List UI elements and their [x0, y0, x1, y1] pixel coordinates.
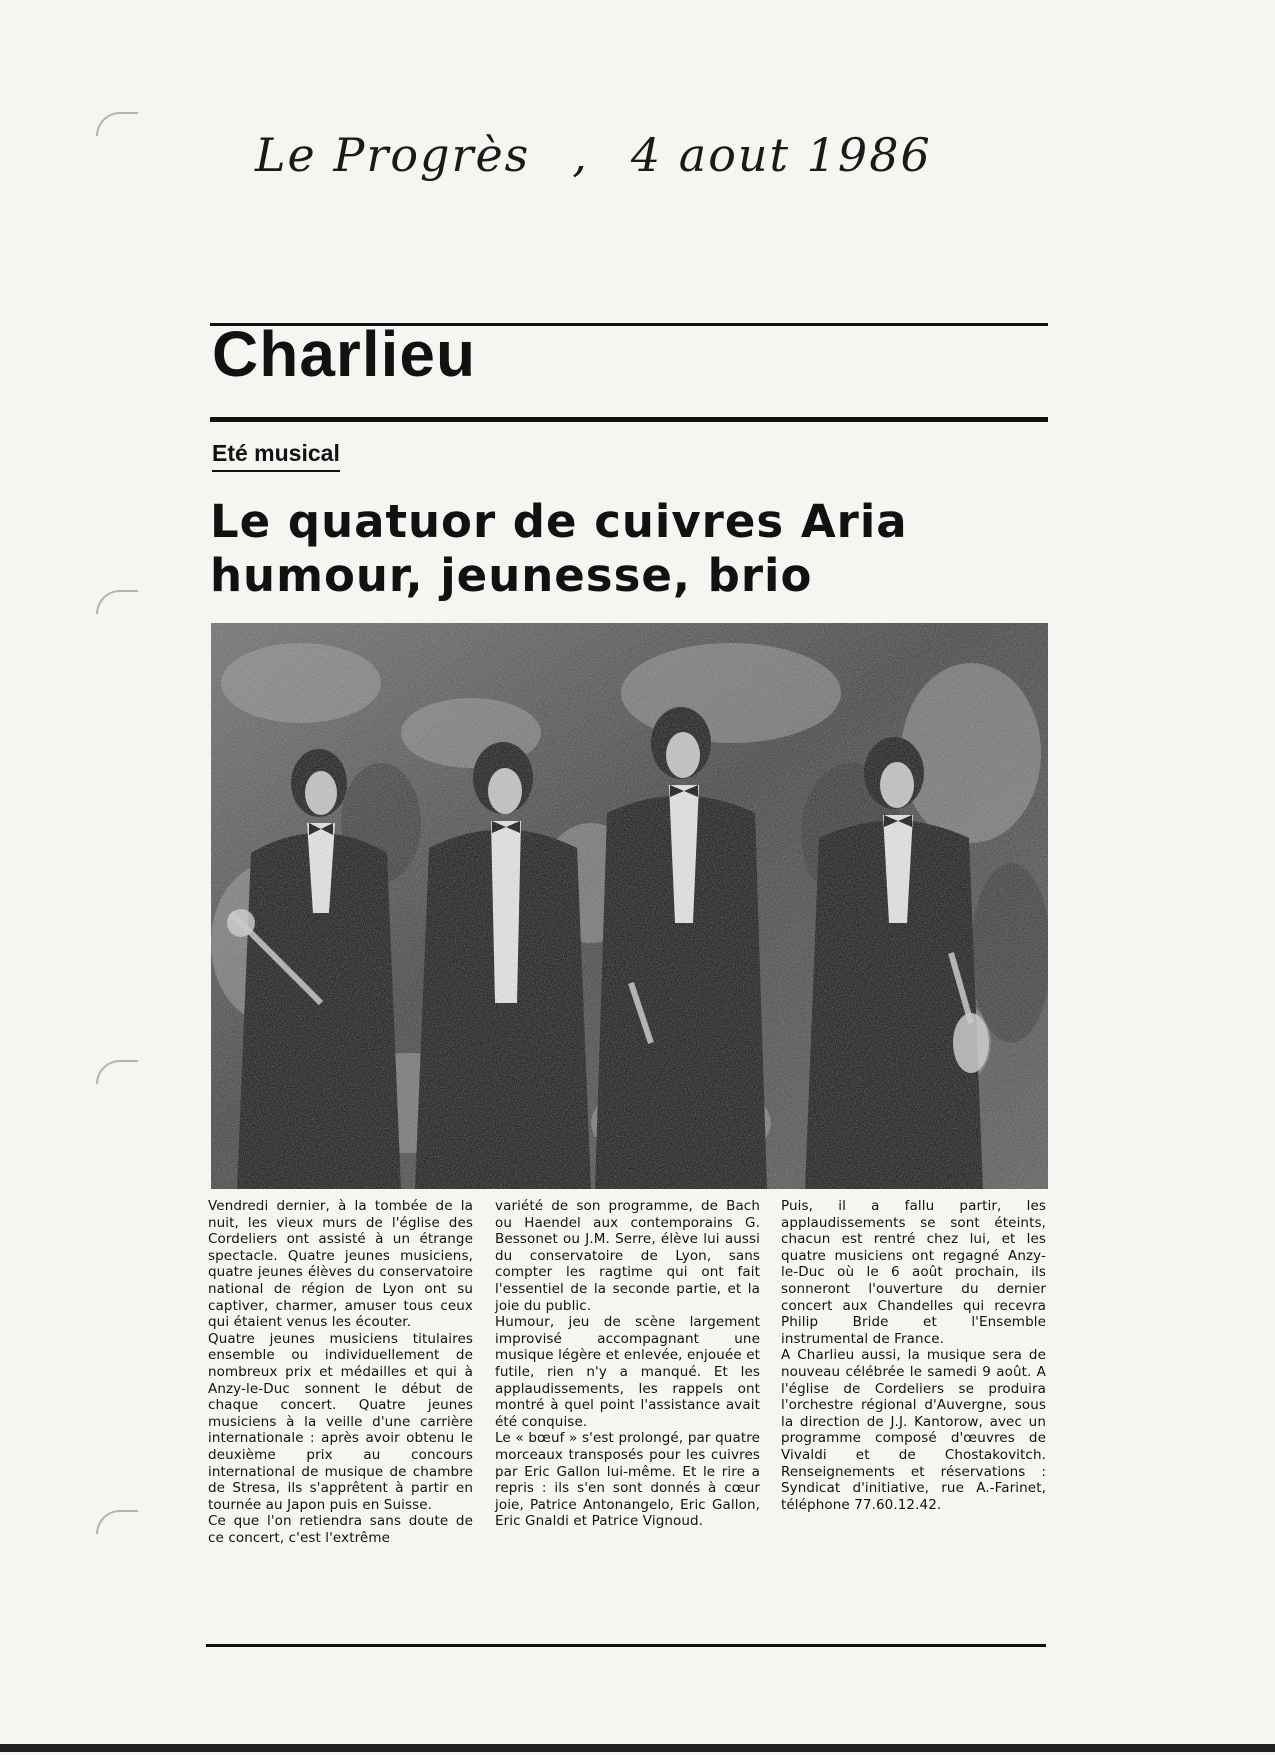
article-photo [211, 623, 1048, 1189]
paragraph: Puis, il a fallu partir, les applaudissements se sont éteints, chacun est rentré chez lui, et les quatre musiciens ont regagné Anzy-le-Duc où le 6 août prochain, ils sonneront l'ouverture du dernier concert aux Chandelles qui recevra Philip Bride et l'Ensemble instrumental de France. [781, 1198, 1046, 1347]
scan-edge-shadow [0, 1744, 1275, 1752]
section-rule [210, 417, 1048, 422]
section-title: Charlieu [212, 318, 477, 390]
handwritten-separator: , [572, 128, 589, 182]
paragraph: Le « bœuf » s'est prolongé, par quatre morceaux transposés pour les cuivres par Eric Gallon lui-même. Et le rire a repris : ils s'en sont donnés à cœur joie, Patrice Antonangelo, Eric Gallon, Eric Gnaldi et Patrice Vignoud. [495, 1430, 760, 1530]
bottom-rule [206, 1644, 1046, 1647]
punch-hole-mark [96, 1060, 138, 1084]
paragraph: variété de son programme, de Bach ou Haendel aux contemporains G. Bessonet ou J.M. Serre, élève lui aussi du conservatoire de Lyon, sans compter les ragtime qui ont fait l'essentiel de la seconde partie, et la joie du public. [495, 1198, 760, 1314]
paragraph: Quatre jeunes musiciens titulaires ensemble ou individuellement de nombreux prix et médailles et qui à Anzy-le-Duc sonnent le début de chaque concert. Quatre jeunes musiciens à la veille d'une carrière internationale : après avoir obtenu le deuxième prix au concours international de musique de chambre de Stresa, ils s'apprêtent à partir en tournée au Japon puis en Suisse. [208, 1330, 473, 1513]
paragraph: Vendredi dernier, à la tombée de la nuit, les vieux murs de l'église des Cordeliers ont assisté à un étrange spectacle. Quatre jeunes musiciens, quatre jeunes élèves du conservatoire national de région de Lyon ont su captiver, charmer, amuser tous ceux qui étaient venus les écouter. [208, 1198, 473, 1331]
handwritten-publication: Le Progrès [255, 128, 531, 182]
article-column-2 [495, 1198, 760, 1530]
article-column-3 [781, 1198, 1046, 1513]
punch-hole-mark [96, 112, 138, 136]
quartet-photo-illustration [211, 623, 1048, 1189]
headline-line-2: humour, jeunesse, brio [210, 549, 813, 602]
paragraph: Ce que l'on retiendra sans doute de ce concert, c'est l'extrême [208, 1513, 473, 1546]
paragraph: A Charlieu aussi, la musique sera de nouveau célébrée le samedi 9 août. A l'église de Cordeliers se produira l'orchestre régional d'Auvergne, sous la direction de J.J. Kantorow, avec un programme composé d'œuvres de Vivaldi et de Chostakovitch. Renseignements et réservations : Syndicat d'initiative, rue A.-Farinet, téléphone 77.60.12.42. [781, 1347, 1046, 1513]
handwritten-date: 4 aout 1986 [630, 128, 932, 182]
punch-hole-mark [96, 590, 138, 614]
headline [210, 495, 1070, 603]
handwritten-note [255, 128, 932, 182]
article-column-1 [208, 1198, 473, 1546]
headline-line-1: Le quatuor de cuivres Aria [210, 495, 908, 548]
paragraph: Humour, jeu de scène largement improvisé accompagnant une musique légère et enlevée, enjouée et futile, rien n'y a manqué. Et les applaudissements, les rappels ont montré à quel point l'assistance avait été conquise. [495, 1314, 760, 1430]
punch-hole-mark [96, 1510, 138, 1534]
article-body [208, 1198, 1046, 1638]
kicker: Eté musical [212, 440, 340, 472]
